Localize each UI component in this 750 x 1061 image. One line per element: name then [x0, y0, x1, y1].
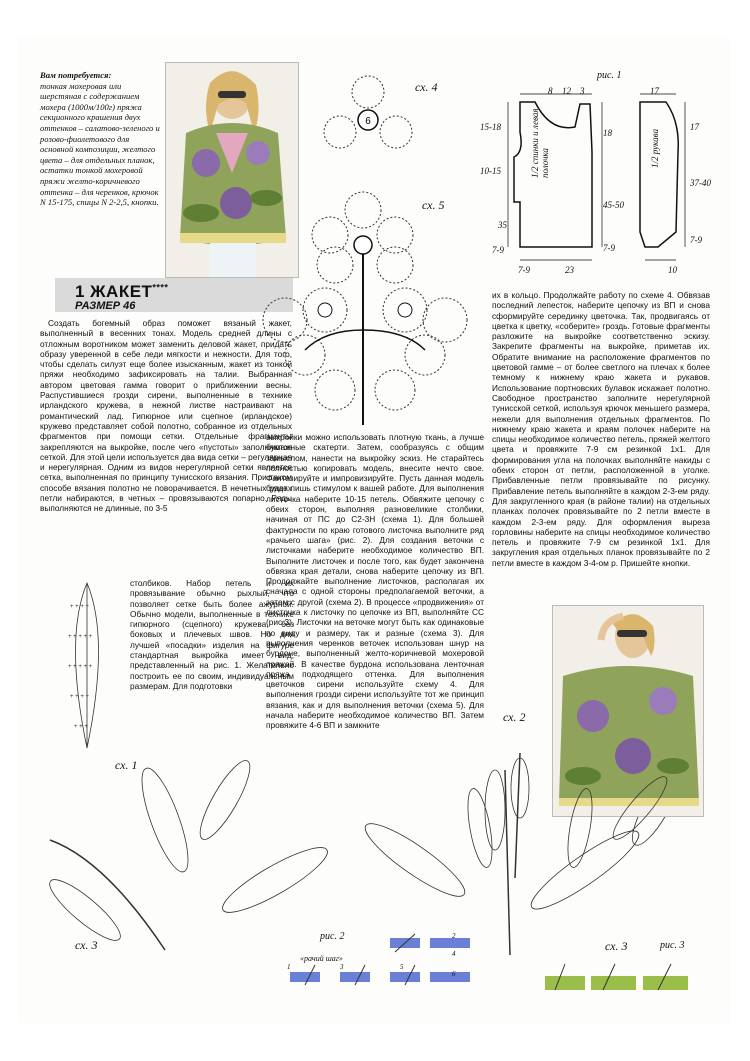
dim-7-9-extra: 7-9: [492, 245, 504, 255]
step-3: 3: [340, 963, 344, 971]
materials-label: Вам потребуется:: [40, 70, 112, 80]
text-column-2-body: выкройки можно использовать плотную ткань, а лучше бумажные скатерти. Затем, сообразуясь с общим замыслом, нанести на выкройку эскиз. Не старайтесь полностью копировать модель, внесите нечто свое. Фантазируйте и импровизируйте. Пусть данная модель будет лишь стимулом к вашей работе. Для выполнения листочка наберите 10-15 петель. Обвяжите цепочку с обеих сторон, выполняя разновеликие столбики, начиная от ПС до С2-3Н (схема 1). Для большей фактурности по краю готового листочка выполните ряд «рачьего шага» (рис. 2). Для создания веточки с листочками наберите необходимое количество ВП. Выполните листочек и после того, как будет закончена обвязка края детали, снова наберите цепочку из ВП. Продолжайте выполнение листочков, располагая их сначала с одной стороны предполагаемой веточки, а затем с другой (схема 2). В процессе «продвижения» от листочка к листочку по цепочке из ВП, выполняйте СС (рис.3). Листочки на веточке могут быть как одинаковые по виду и размеру, так и разные (схема 3). Для выполнения черенков веточек использован шнур на бурдоне, выполненный желто-коричневой мохеровой пряжей. В качестве бурдона использована ленточная пряжа подходящего оттенка. Для выполнения цветочков сирени используйте схему 4. Для выполнения грозди сирени используйте тот же принцип вязания, как и для выполнения веточки (схема 5). Для начала наберите необходимое количество ВП. Затем провяжите 4-6 ВП и замкните: [266, 432, 484, 731]
scheme-4-label: сх. 4: [415, 80, 438, 94]
dim-37-40: 37-40: [690, 178, 711, 188]
svg-text:+ + + +: + + + +: [70, 604, 90, 610]
scheme-1-leaf: [60, 578, 115, 753]
dim-23: 23: [565, 265, 574, 275]
scheme-3-label-right: сх. 3: [605, 939, 628, 953]
difficulty-stars: ****: [152, 282, 169, 293]
svg-text:6: 6: [365, 116, 371, 127]
svg-text:+ + +: + + +: [74, 724, 88, 730]
dim-18: 18: [603, 128, 612, 138]
dim-35: 35: [498, 220, 507, 230]
scheme-2-label: сх. 2: [503, 710, 526, 724]
scheme-2-branch: [440, 748, 680, 888]
materials-block: [40, 70, 160, 208]
scheme-3-label-left: сх. 3: [75, 938, 98, 952]
step-2: 2: [452, 932, 456, 940]
fig-2-steps: [280, 930, 480, 995]
fig-3-label: рис. 3: [660, 940, 685, 951]
page-title: [75, 282, 168, 302]
text-column-1-body: Создать богемный образ поможет вязаный жакет, выполненный в весенних тонах. Модель средней длины с отложным воротником может заменить деловой жакет, придать образу уверенной в себе леди мягкости и нежности. Для того, чтобы сделать силуэт еще более изысканным, жакет из тонкой пряжи необходимо зафиксировать на талии. Выбранная автором цветовая гамма говорит о приближении весны. Распустившиеся грозди сирени, выполненные в технике ирландского кружева, в нежной листве настраивают на романтический лад. Гипюрное или сцепное (ирландское) кружево представляет собой полотно, собранное из отдельных фрагментов при помощи сетки. Отдельные фрагменты закрепляются на выкройке, после чего «пустоты» заполняются сеткой. Для этой цели используется два вида сетки – регулярная и нерегулярная. Одним из видов нерегулярной сетки является сетка, выполненная по принципу тунисского вязания. При таком способе вязания полотно не поворачивается. В нечетных рядах петли набираются, в четных – провязываются попарно. Ряды выполняются не длинные, по 3-5: [40, 318, 292, 514]
step-5: 5: [400, 963, 404, 971]
text-column-1b-body: столбиков. Набор петель и их провязывание обычно рыхлый, что позволяет сетке быть более ажурной. Обычно модели, выполненные в технике гипюрного (сцепного) кружева, без боковых и плечевых швов. Но для лучшей «посадки» изделия на фигуре стандартная выкройка имеет вид, представленный на рис. 1. Желательно построить ее по своим, индивидуальным размерам. Для подготовки: [130, 578, 294, 691]
size-label: РАЗМЕР 46: [75, 300, 136, 312]
text-column-1: [40, 318, 292, 514]
rachiy-shag-label: «рачий шаг»: [300, 954, 343, 963]
dim-45-50: 45-50: [603, 200, 624, 210]
svg-text:+ + + + +: + + + + +: [68, 664, 93, 670]
fig-1-label: рис. 1: [597, 70, 622, 81]
pattern-diagram: [480, 82, 710, 277]
scheme-1-label: сх. 1: [115, 758, 138, 772]
dim-10: 10: [668, 265, 677, 275]
dim-7-9-bottom: 7-9: [518, 265, 530, 275]
materials-text: тонкая мохеровая или шерстяная с содержанием мохера (1000м/100г) пряжа секционного крашения двух оттенков – салатово-зеленого и розово-фиолетового для основной композиции, желтого цвета – для отдельных планок, остатки тонкой мохеровой пряжи желто-коричневого оттенка – для черенков, крючок N 15-175, спицы N 2-2,5, кнопки.: [40, 80, 160, 208]
scheme-5-label: сх. 5: [422, 198, 445, 212]
dim-12: 12: [562, 86, 571, 96]
dim-17-right: 17: [690, 122, 699, 132]
front-piece-label: 1/2 спинки и левая полочка: [530, 108, 550, 178]
dim-7-9-sleeve: 7-9: [690, 235, 702, 245]
dim-8: 8: [548, 86, 553, 96]
title-text: 1 ЖАКЕТ: [75, 282, 153, 301]
sleeve-piece-label: 1/2 рукава: [650, 129, 660, 168]
step-6: 6: [452, 970, 456, 978]
dim-10-15: 10-15: [480, 166, 501, 176]
scheme-4-flower: [318, 70, 418, 170]
step-4: 4: [452, 950, 456, 958]
dim-17-top: 17: [650, 86, 659, 96]
svg-text:+ + + + +: + + + + +: [68, 634, 93, 640]
text-column-3: [492, 290, 710, 568]
text-column-2: [266, 432, 484, 731]
svg-text:+ + + +: + + + +: [70, 694, 90, 700]
fig-2-label: рис. 2: [320, 931, 345, 942]
dim-15-18: 15-18: [480, 122, 501, 132]
text-column-3-body: их в кольцо. Продолжайте работу по схеме 4. Обвязав последний лепесток, наберите цепочку из ВП и снова сформируйте серединку цветочка. Так, продвигаясь от цветка к цветку, «соберите» гроздь. Готовые фрагменты разложите на выкройке соответственно эскизу. Закрепите фрагменты на выкройке, приметав их. Обратите внимание на расположение фрагментов по цветовой гамме – от более светлого на плечах к более темному к нижнему краю жакета и рукавов. Использование портновских булавок искажает полотно. Свободное пространство заполните нерегулярной тунисской сеткой, используя крючок меньшего размера, нежели для выполнения отдельных фрагментов. По нижнему краю жакета и краям полочек наберите на спицы необходимое количество петель, пряжей желтого цвета и провяжите 7-9 см резинкой 1х1. Для формирования угла на полочках выполняйте накиды с обеих сторон от петли, расположенной в уголке. Прибавленные петли провязывайте по рисунку. Прибавление петель выполняйте в каждом 2-3-ем ряду. Для закругленного края (в районе талии) на отдельных планках полочек провязывайте по 2 петли вместе в каждом 2-3-ем ряду. Для оформления выреза горловины наберите на спицы необходимое количество петель и провяжите 7-9 см резинкой 1х1. Для закругления края отдельных планок провязывайте по 2 петли вместе в каждом 3-4-ом р. Пришейте кнопки.: [492, 290, 710, 568]
fig-3-steps: [543, 956, 693, 996]
step-1: 1: [287, 963, 291, 971]
dim-7-9-left: 7-9: [603, 243, 615, 253]
dim-3: 3: [580, 86, 585, 96]
